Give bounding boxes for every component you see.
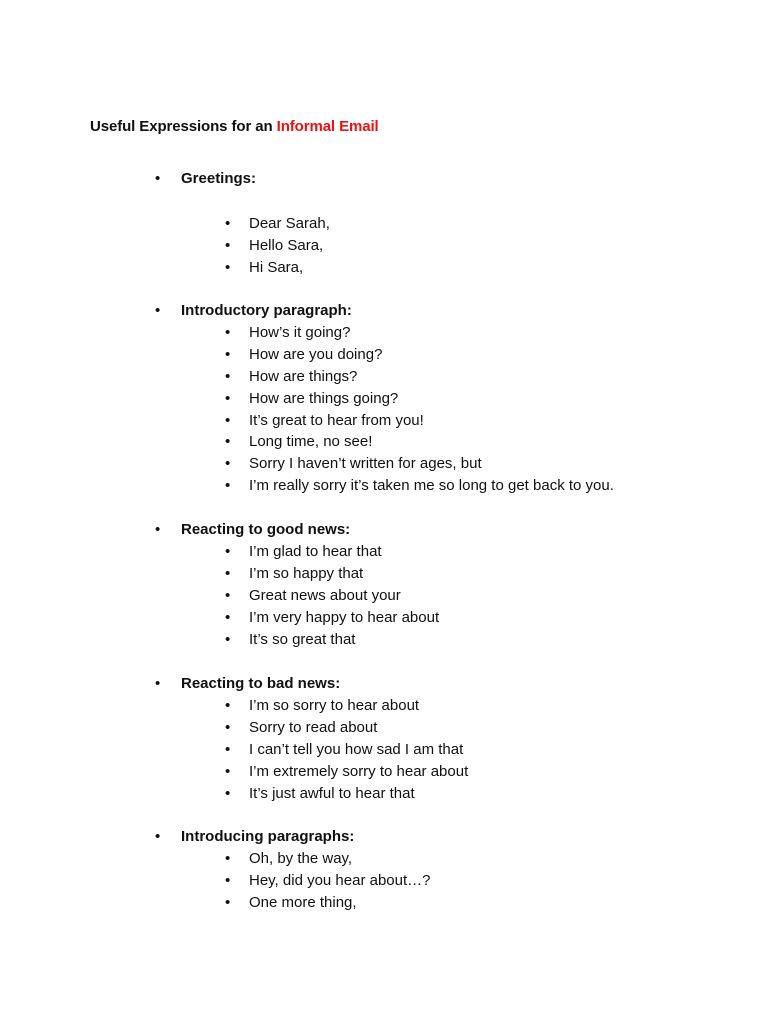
section-heading-text: Introducing paragraphs: <box>181 828 355 845</box>
bullet-icon: • <box>225 258 231 276</box>
section-heading <box>155 673 715 695</box>
list-item <box>155 585 715 607</box>
list-item-text: I can’t tell you how sad I am that <box>249 740 464 758</box>
bullet-icon: • <box>225 784 231 802</box>
list-item-text: Great news about your <box>249 586 401 604</box>
list-item-text: Oh, by the way, <box>249 850 353 867</box>
list-item <box>155 783 715 805</box>
list-item <box>155 848 715 870</box>
title-accent: Informal Email <box>276 118 379 135</box>
section-heading <box>155 826 715 848</box>
section-items <box>155 541 715 650</box>
bullet-icon: • <box>225 455 231 473</box>
bullet-icon: • <box>225 433 231 451</box>
bullet-icon: • <box>225 389 231 407</box>
list-item-text: Dear Sarah, <box>249 215 330 232</box>
section-reacting-bad-news <box>155 673 715 804</box>
list-item <box>155 322 715 344</box>
list-item <box>155 695 715 717</box>
bullet-icon: • <box>225 697 231 714</box>
section-items <box>155 213 715 279</box>
bullet-icon: • <box>225 411 231 429</box>
section-heading-text: Reacting to bad news: <box>181 675 341 692</box>
list-item <box>155 629 715 651</box>
list-item-text: I’m really sorry it’s taken me so long to get back to you. <box>249 477 614 495</box>
bullet-icon: • <box>225 740 231 758</box>
section-items <box>155 848 715 914</box>
list-item <box>155 541 715 563</box>
section-items <box>155 322 715 497</box>
list-item <box>155 870 715 892</box>
page-title <box>90 118 379 135</box>
list-item-text: Hello Sara, <box>249 236 324 254</box>
bullet-icon: • <box>225 564 231 582</box>
bullet-icon: • <box>155 675 161 692</box>
list-item-text: Hi Sara, <box>249 258 304 276</box>
section-greetings <box>155 168 715 279</box>
list-item <box>155 235 715 257</box>
list-item <box>155 431 715 453</box>
list-item <box>155 892 715 914</box>
bullet-icon: • <box>225 630 231 648</box>
list-item-text: I’m extremely sorry to hear about <box>249 762 469 780</box>
section-heading <box>155 300 715 322</box>
bullet-icon: • <box>225 850 231 867</box>
list-item <box>155 475 715 497</box>
list-item-text: I’m very happy to hear about <box>249 608 440 626</box>
list-item-text: It’s so great that <box>249 630 356 648</box>
list-item <box>155 410 715 432</box>
bullet-icon: • <box>225 345 231 363</box>
list-item-text: Sorry I haven’t written for ages, but <box>249 455 482 473</box>
list-item <box>155 739 715 761</box>
list-item-text: I’m so sorry to hear about <box>249 697 420 714</box>
bullet-icon: • <box>225 236 231 254</box>
bullet-icon: • <box>155 170 161 187</box>
section-introducing-paragraphs <box>155 826 715 914</box>
section-introductory-paragraph <box>155 300 715 497</box>
bullet-icon: • <box>225 893 231 911</box>
list-item-text: How are you doing? <box>249 345 383 363</box>
section-heading-text: Reacting to good news: <box>181 521 351 538</box>
list-item-text: Long time, no see! <box>249 433 373 451</box>
list-item <box>155 607 715 629</box>
bullet-icon: • <box>225 762 231 780</box>
bullet-icon: • <box>225 367 231 385</box>
list-item-text: Sorry to read about <box>249 718 378 736</box>
bullet-icon: • <box>225 477 231 495</box>
list-item-text: I’m glad to hear that <box>249 543 382 560</box>
list-item <box>155 344 715 366</box>
list-item <box>155 761 715 783</box>
list-item-text: It’s great to hear from you! <box>249 411 424 429</box>
bullet-icon: • <box>155 302 161 319</box>
section-heading <box>155 168 715 190</box>
bullet-icon: • <box>155 521 161 538</box>
list-item <box>155 366 715 388</box>
list-item-text: I’m so happy that <box>249 564 364 582</box>
list-item <box>155 717 715 739</box>
bullet-icon: • <box>155 828 161 845</box>
section-heading-text: Introductory paragraph: <box>181 302 352 319</box>
list-item-text: How are things going? <box>249 389 399 407</box>
list-item-text: One more thing, <box>249 893 357 911</box>
list-item <box>155 213 715 235</box>
list-item-text: It’s just awful to hear that <box>249 784 415 802</box>
section-heading-text: Greetings: <box>181 170 257 187</box>
section-reacting-good-news <box>155 519 715 650</box>
bullet-icon: • <box>225 586 231 604</box>
list-item-text: How’s it going? <box>249 324 351 341</box>
list-item <box>155 388 715 410</box>
list-item-text: Hey, did you hear about…? <box>249 871 431 889</box>
bullet-icon: • <box>225 718 231 736</box>
bullet-icon: • <box>225 608 231 626</box>
list-item <box>155 563 715 585</box>
bullet-icon: • <box>225 215 231 232</box>
bullet-icon: • <box>225 324 231 341</box>
bullet-icon: • <box>225 871 231 889</box>
section-heading <box>155 519 715 541</box>
bullet-icon: • <box>225 543 231 560</box>
section-items <box>155 695 715 804</box>
title-prefix: Useful Expressions for an <box>90 118 277 135</box>
list-item-text: How are things? <box>249 367 358 385</box>
list-item <box>155 453 715 475</box>
list-item <box>155 257 715 279</box>
